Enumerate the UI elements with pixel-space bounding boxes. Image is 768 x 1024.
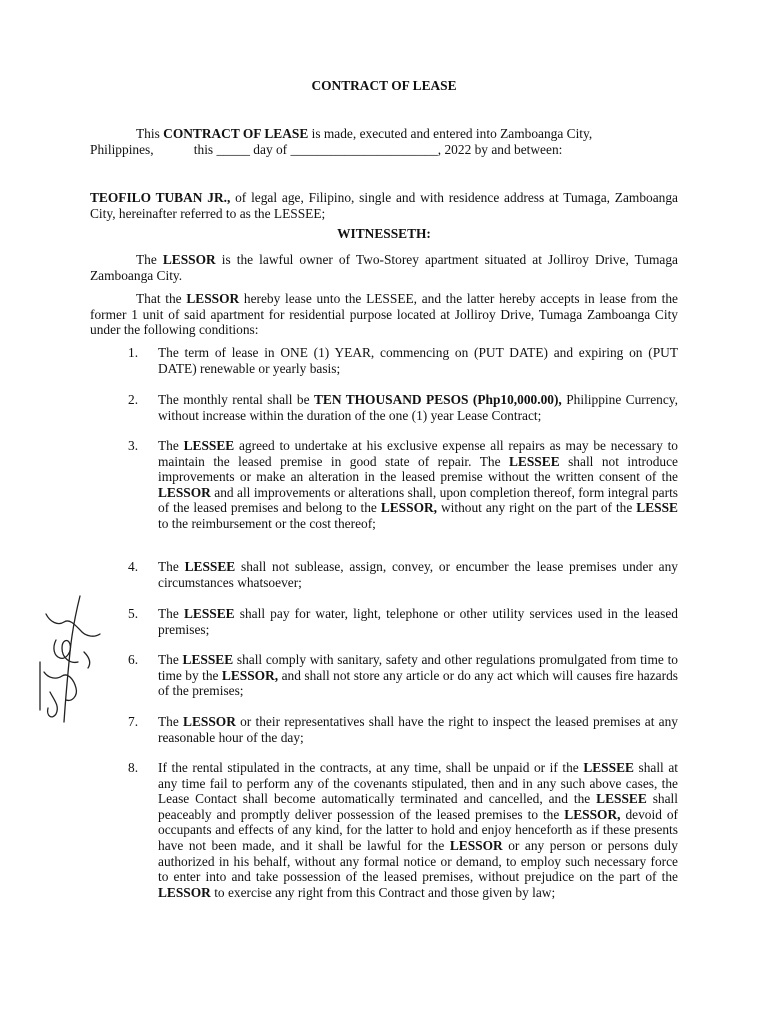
condition-number: 8.	[128, 760, 139, 775]
condition-text-run: shall at any time fail to perform any of the covenants stipulated, then and in any such above cases, the Lease Contact shall become automatically terminated and cancelled, and the	[158, 760, 678, 807]
owner-paragraph	[90, 252, 678, 283]
condition-text-run: The	[158, 714, 184, 729]
intro-text-2: is made, executed and entered into Zamboanga City,	[308, 126, 593, 141]
condition-text	[158, 392, 678, 423]
condition-text	[158, 345, 678, 376]
condition-text-run: without any right on the part of the	[437, 500, 637, 516]
condition-bold-term: LESSEE	[583, 760, 634, 775]
intro-paragraph	[90, 126, 678, 142]
condition-bold-term: LESSOR	[449, 837, 503, 853]
lease-bold: LESSOR	[186, 291, 240, 306]
lessee-name: TEOFILO TUBAN JR.,	[90, 190, 231, 205]
condition-text-run: shall not introduce improvements or make an alteration in the leased premise without the written consent of the	[158, 453, 678, 485]
condition-text	[158, 438, 678, 532]
lease-text: That the	[136, 291, 187, 306]
condition-text-run: The term of lease in ONE (1) YEAR, commencing on (PUT DATE) and expiring on (PUT DATE) renewable or yearly basis;	[158, 345, 678, 376]
condition-bold-term: LESSEE	[183, 606, 235, 621]
lease-text-2: hereby lease unto the LESSEE, and the latter hereby accepts in lease from the former 1 unit of said apartment for residential purpose located at Jolliroy Drive, Tumaga Zamboanga City under the following conditions:	[90, 291, 679, 338]
owner-bold: LESSOR	[162, 252, 216, 267]
condition-number: 7.	[128, 714, 139, 729]
condition-text-run: If the rental stipulated in the contracts, at any time, shall be unpaid or if the	[158, 760, 584, 775]
condition-number: 2.	[128, 392, 139, 407]
condition-bold-term: LESSEE	[596, 791, 647, 807]
condition-bold-term: LESSOR,	[380, 500, 438, 516]
condition-text-run: and all improvements or alterations shall, upon completion thereof, form integral parts of the leased premises and belong to the	[158, 484, 678, 516]
witnesseth-heading: WITNESSETH:	[337, 226, 431, 241]
condition-text-run: shall comply with sanitary, safety and other regulations promulgated from time to time by the	[158, 652, 678, 683]
condition-bold-term: LESSEE	[182, 652, 234, 667]
condition-text-run: The	[158, 559, 185, 574]
lessee-paragraph	[90, 190, 678, 221]
condition-number: 1.	[128, 345, 139, 360]
condition-bold-term: LESSEE	[509, 453, 560, 469]
condition-bold-term: LESSOR	[158, 484, 211, 500]
condition-bold-term: LESSOR,	[221, 667, 279, 683]
condition-number: 6.	[128, 652, 139, 667]
condition-bold-term: LESSOR	[183, 714, 236, 729]
condition-text-run: to exercise any right from this Contract and those given by law;	[210, 884, 556, 900]
condition-text-run: or their representatives shall have the right to inspect the leased premises at any reasonable hour of the day;	[158, 714, 678, 745]
condition-text	[158, 760, 678, 900]
condition-text	[158, 559, 678, 590]
intro-text: This	[136, 126, 164, 141]
lessee-description: of legal age, Filipino, single and with residence address at Tumaga, Zamboanga City, hereinafter referred to as the LESSEE;	[90, 190, 678, 221]
owner-text: The	[136, 252, 163, 267]
document-title: CONTRACT OF LEASE	[311, 78, 457, 93]
condition-number: 5.	[128, 606, 139, 621]
condition-text-run: devoid of occupants and effects of any kind, for the latter to hold and enjoy henceforth as if these presents have not been made, and it shall be lawful for the	[158, 806, 678, 853]
condition-text-run: or any person or persons duly authorized in his behalf, without any formal notice or demand, to employ such necessary force to enter into and take possession of the leased premises, without prejudice on the part of the	[158, 837, 678, 885]
owner-text-2: is the lawful owner of Two-Storey apartment situated at Jolliroy Drive, Tumaga Zamboanga City.	[90, 252, 678, 283]
condition-text-run: The	[158, 606, 184, 621]
condition-bold-term: TEN THOUSAND PESOS (Php10,000.00),	[314, 392, 562, 407]
condition-text	[158, 714, 678, 745]
condition-text	[158, 606, 678, 637]
condition-text	[158, 652, 678, 699]
condition-bold-term: LESSEE	[183, 438, 235, 453]
condition-bold-term: LESSEE	[184, 559, 236, 574]
condition-text-run: Philippine Currency, without increase within the duration of the one (1) year Lease Contract;	[158, 392, 678, 423]
intro-bold: CONTRACT OF LEASE	[163, 126, 309, 141]
condition-bold-term: LESSOR,	[564, 806, 621, 822]
condition-text-run: The monthly rental shall be	[158, 392, 314, 407]
condition-number: 4.	[128, 559, 139, 574]
condition-text-run: agreed to undertake at his exclusive expense all repairs as may be necessary to maintain the leased premise in good state of repair. The	[158, 438, 678, 469]
signature-icon	[36, 592, 106, 737]
condition-text-run: and shall not store any article or do any act which will causes fire hazards of the premises;	[158, 667, 678, 699]
condition-text-run: to the reimbursement or the cost thereof;	[158, 515, 376, 531]
condition-number: 3.	[128, 438, 139, 453]
intro-date-line: Philippines, this _____ day of ______________________, 2022 by and between:	[90, 142, 563, 157]
condition-text-run: shall peaceably and promptly deliver possession of the leased premises to the	[158, 791, 678, 822]
condition-text-run: The	[158, 438, 184, 453]
lease-paragraph	[90, 291, 678, 338]
condition-text-run: shall not sublease, assign, convey, or encumber the lease premises under any circumstances whatsoever;	[158, 559, 678, 590]
condition-bold-term: LESSOR	[158, 884, 211, 900]
condition-text-run: shall pay for water, light, telephone or other utility services used in the leased premises;	[158, 606, 678, 637]
condition-text-run: The	[158, 652, 183, 667]
condition-bold-term: LESSE	[636, 500, 678, 516]
